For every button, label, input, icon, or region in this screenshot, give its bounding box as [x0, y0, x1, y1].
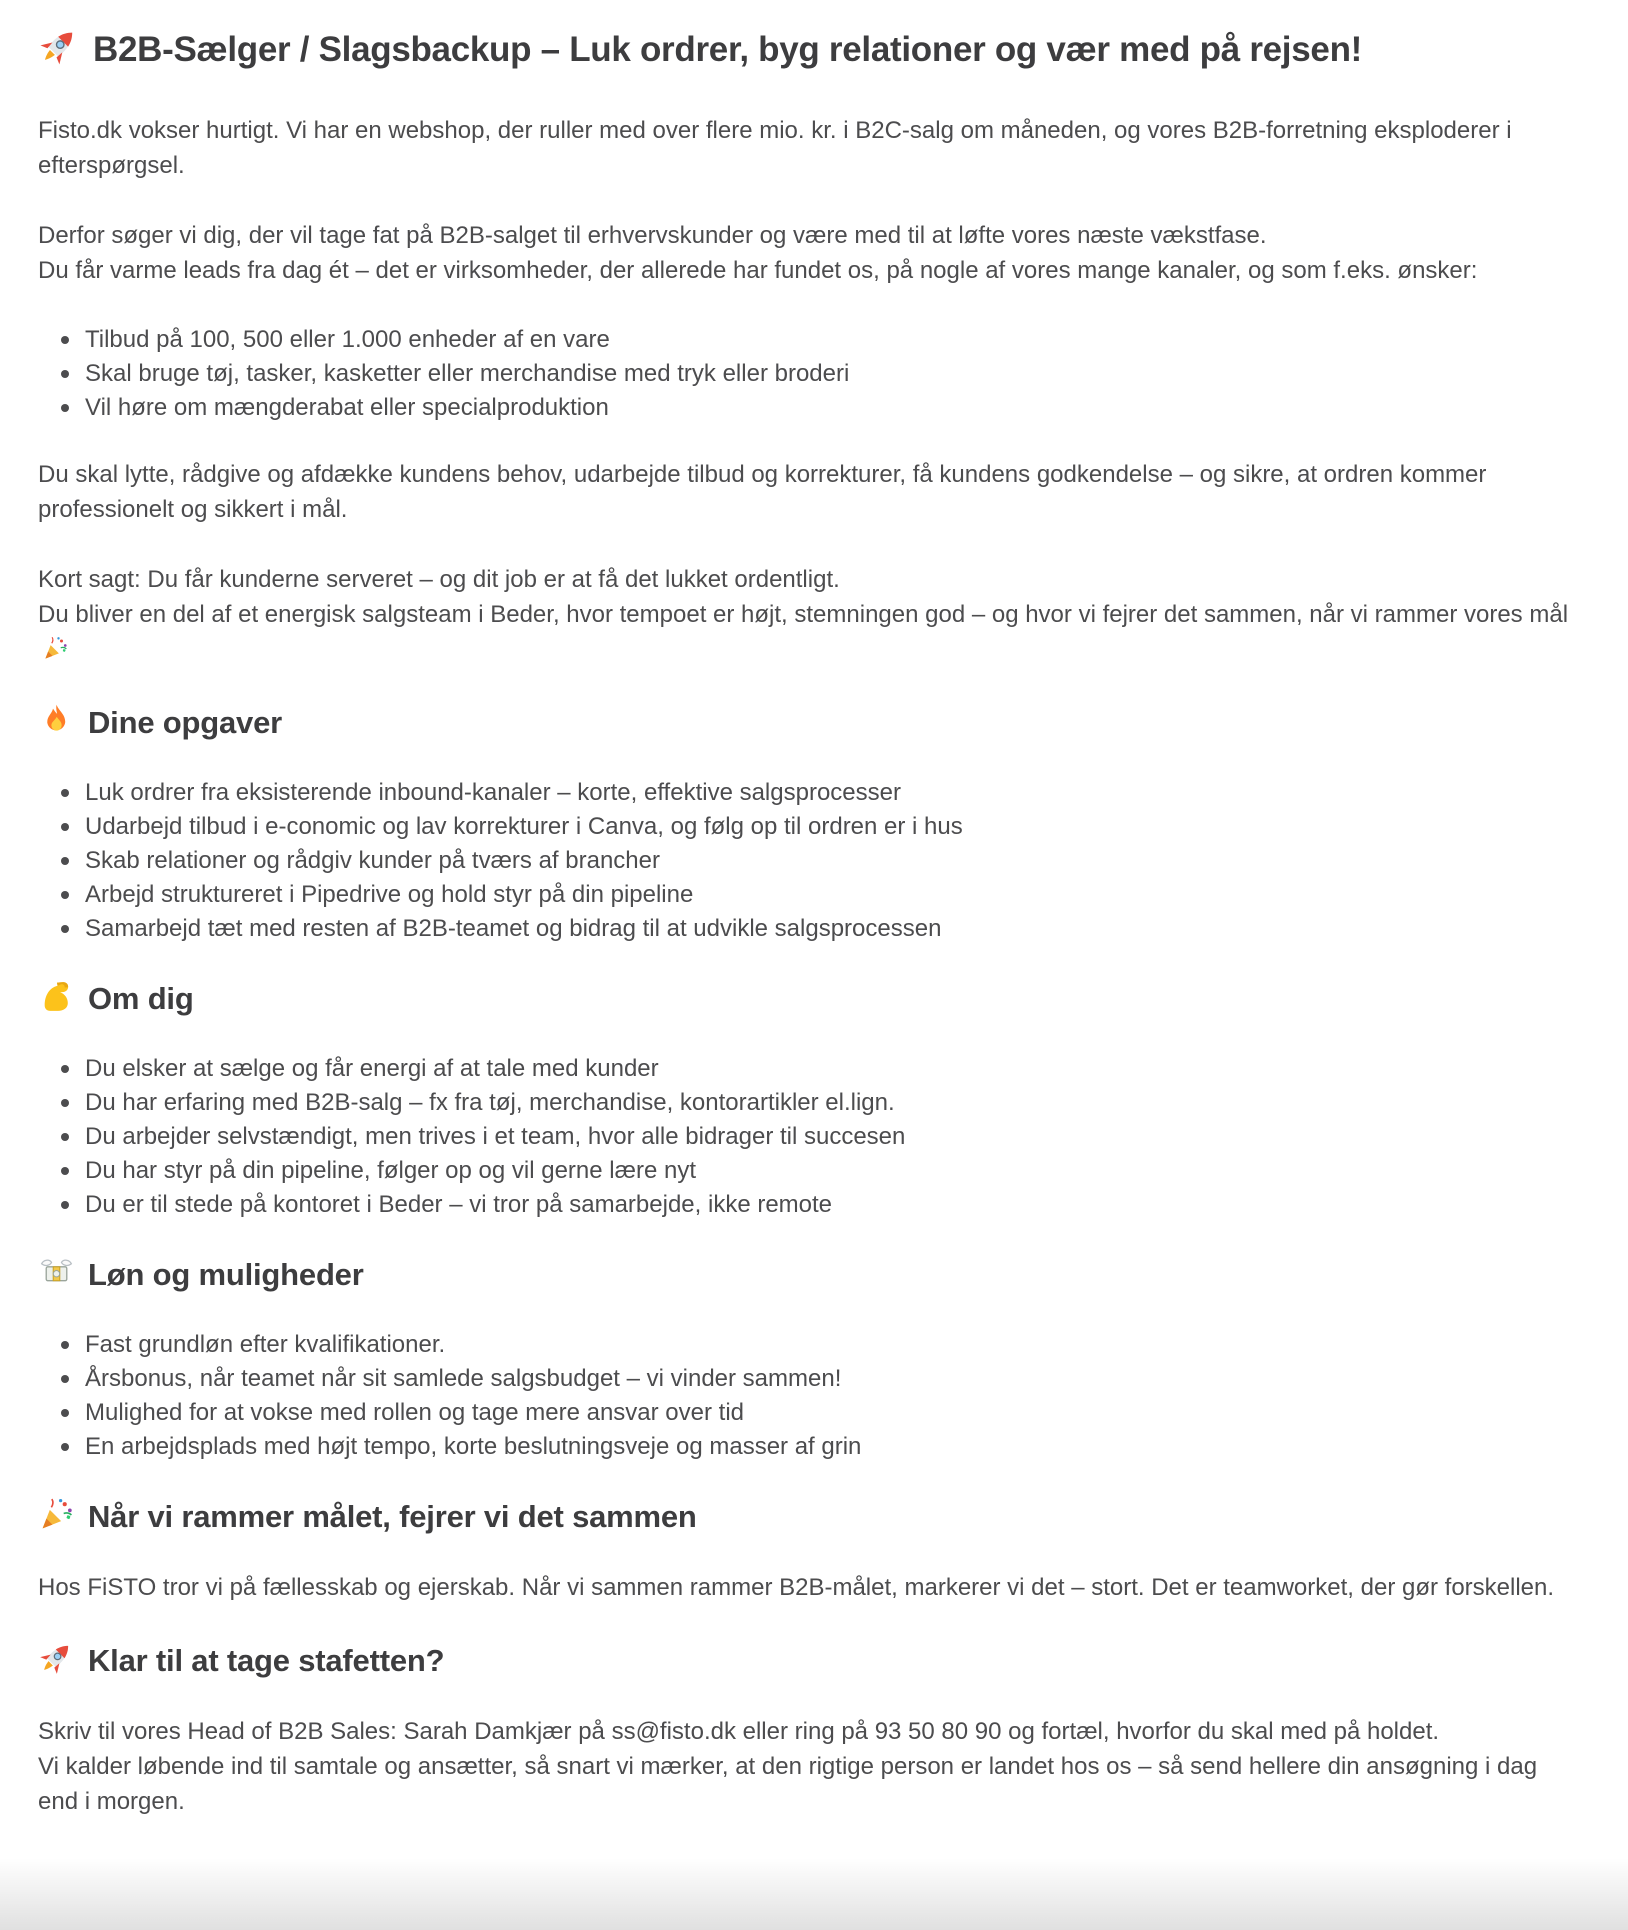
list-item: Vil høre om mængderabat eller specialproduktion [85, 391, 1585, 425]
section-tasks [38, 702, 1590, 946]
party-popper-icon [38, 1496, 75, 1533]
list-item: Årsbonus, når teamet når sit samlede salgsbudget – vi vinder sammen! [85, 1362, 1585, 1396]
list-item: Du har styr på din pipeline, følger op og vil gerne lære nyt [85, 1154, 1585, 1188]
fire-icon [38, 702, 75, 739]
section-celebration [38, 1496, 1590, 1605]
list-item: Arbejd struktureret i Pipedrive og hold styr på din pipeline [85, 878, 1585, 912]
page-title [38, 26, 1583, 73]
section-title-text: Dine opgaver [88, 705, 282, 740]
paragraph-line: Du skal lytte, rådgive og afdække kundens behov, udarbejde tilbud og korrekturer, få kundens godkendelse – og sikre, at ordren kommer professionelt og sikkert i mål. [38, 461, 1487, 523]
section-about-you [38, 978, 1590, 1222]
paragraph-line: Kort sagt: Du får kunderne serveret – og dit job er at få det lukket ordentligt. [38, 566, 840, 593]
rocket-icon [38, 26, 80, 68]
section-heading-tasks [38, 702, 1590, 744]
list-item: Skal bruge tøj, tasker, kasketter eller merchandise med tryk eller broderi [85, 357, 1585, 391]
list-item: Du elsker at sælge og får energi af at tale med kunder [85, 1052, 1585, 1086]
list-item: Mulighed for at vokse med rollen og tage mere ansvar over tid [85, 1396, 1585, 1430]
list-item: En arbejdsplads med højt tempo, korte beslutningsveje og masser af grin [85, 1430, 1585, 1464]
list-item: Du er til stede på kontoret i Beder – vi tror på samarbejde, ikke remote [85, 1188, 1585, 1222]
party-popper-icon [42, 635, 69, 662]
bottom-fade [0, 1858, 1628, 1930]
paragraph-line: Derfor søger vi dig, der vil tage fat på B2B-salget til erhvervskunder og være med til at løfte vores næste vækstfase. [38, 222, 1267, 249]
section-title-text: Når vi rammer målet, fejrer vi det sammen [88, 1499, 697, 1534]
section-heading-apply [38, 1640, 1590, 1682]
paragraph-line: Hos FiSTO tror vi på fællesskab og ejerskab. Når vi sammen rammer B2B-målet, markerer vi det – stort. Det er teamworket, der gør forskellen. [38, 1574, 1555, 1601]
section-title-text: Om dig [88, 981, 194, 1016]
page-title-text: B2B-Sælger / Slagsbackup – Luk ordrer, byg relationer og vær med på rejsen! [93, 30, 1362, 69]
tasks-list [38, 776, 1585, 946]
customer-wishes-list [38, 323, 1585, 425]
section-title-text: Klar til at tage stafetten? [88, 1643, 445, 1678]
section-heading-salary [38, 1254, 1590, 1296]
section-title-text: Løn og muligheder [88, 1257, 364, 1292]
flexed-biceps-icon [38, 978, 75, 1015]
list-item: Samarbejd tæt med resten af B2B-teamet og bidrag til at udvikle salgsprocessen [85, 912, 1585, 946]
intro-paragraph-growth [38, 113, 1573, 183]
list-item: Luk ordrer fra eksisterende inbound-kanaler – korte, effektive salgsprocesser [85, 776, 1585, 810]
section-apply [38, 1640, 1590, 1819]
celebration-paragraph [38, 1570, 1573, 1605]
rocket-icon [38, 1640, 75, 1677]
paragraph-line: Du bliver en del af et energisk salgsteam i Beder, hvor tempoet er højt, stemningen god – og hvor vi fejrer det sammen, når vi rammer vores mål [38, 601, 1569, 628]
list-item: Du har erfaring med B2B-salg – fx fra tøj, merchandise, kontorartikler el.lign. [85, 1086, 1585, 1120]
list-item: Du arbejder selvstændigt, men trives i et team, hvor alle bidrager til succesen [85, 1120, 1585, 1154]
intro-paragraph-summary [38, 562, 1573, 667]
paragraph-line: Fisto.dk vokser hurtigt. Vi har en webshop, der ruller med over flere mio. kr. i B2C-salg om måneden, og vores B2B-forretning eksploderer i efterspørgsel. [38, 117, 1512, 179]
intro-paragraph-role [38, 457, 1573, 527]
list-item: Tilbud på 100, 500 eller 1.000 enheder af en vare [85, 323, 1585, 357]
list-item: Skab relationer og rådgiv kunder på tværs af brancher [85, 844, 1585, 878]
list-item: Fast grundløn efter kvalifikationer. [85, 1328, 1585, 1362]
about-you-list [38, 1052, 1585, 1222]
section-heading-about-you [38, 978, 1590, 1020]
section-salary [38, 1254, 1590, 1464]
salary-list [38, 1328, 1585, 1464]
paragraph-line: Skriv til vores Head of B2B Sales: Sarah Damkjær på ss@fisto.dk eller ring på 93 50 80 90 og fortæl, hvorfor du skal med på holdet. [38, 1718, 1440, 1745]
paragraph-line: Vi kalder løbende ind til samtale og ansætter, så snart vi mærker, at den rigtige person er landet hos os – så send hellere din ansøgning i dag end i morgen. [38, 1753, 1538, 1815]
paragraph-line: Du får varme leads fra dag ét – det er virksomheder, der allerede har fundet os, på nogle af vores mange kanaler, og som f.eks. ønsker: [38, 257, 1478, 284]
section-heading-celebration [38, 1496, 1590, 1538]
money-with-wings-icon [38, 1254, 75, 1291]
apply-paragraph [38, 1714, 1573, 1819]
list-item: Udarbejd tilbud i e-conomic og lav korrekturer i Canva, og følg op til ordren er i hus [85, 810, 1585, 844]
intro-paragraph-leads [38, 218, 1573, 288]
